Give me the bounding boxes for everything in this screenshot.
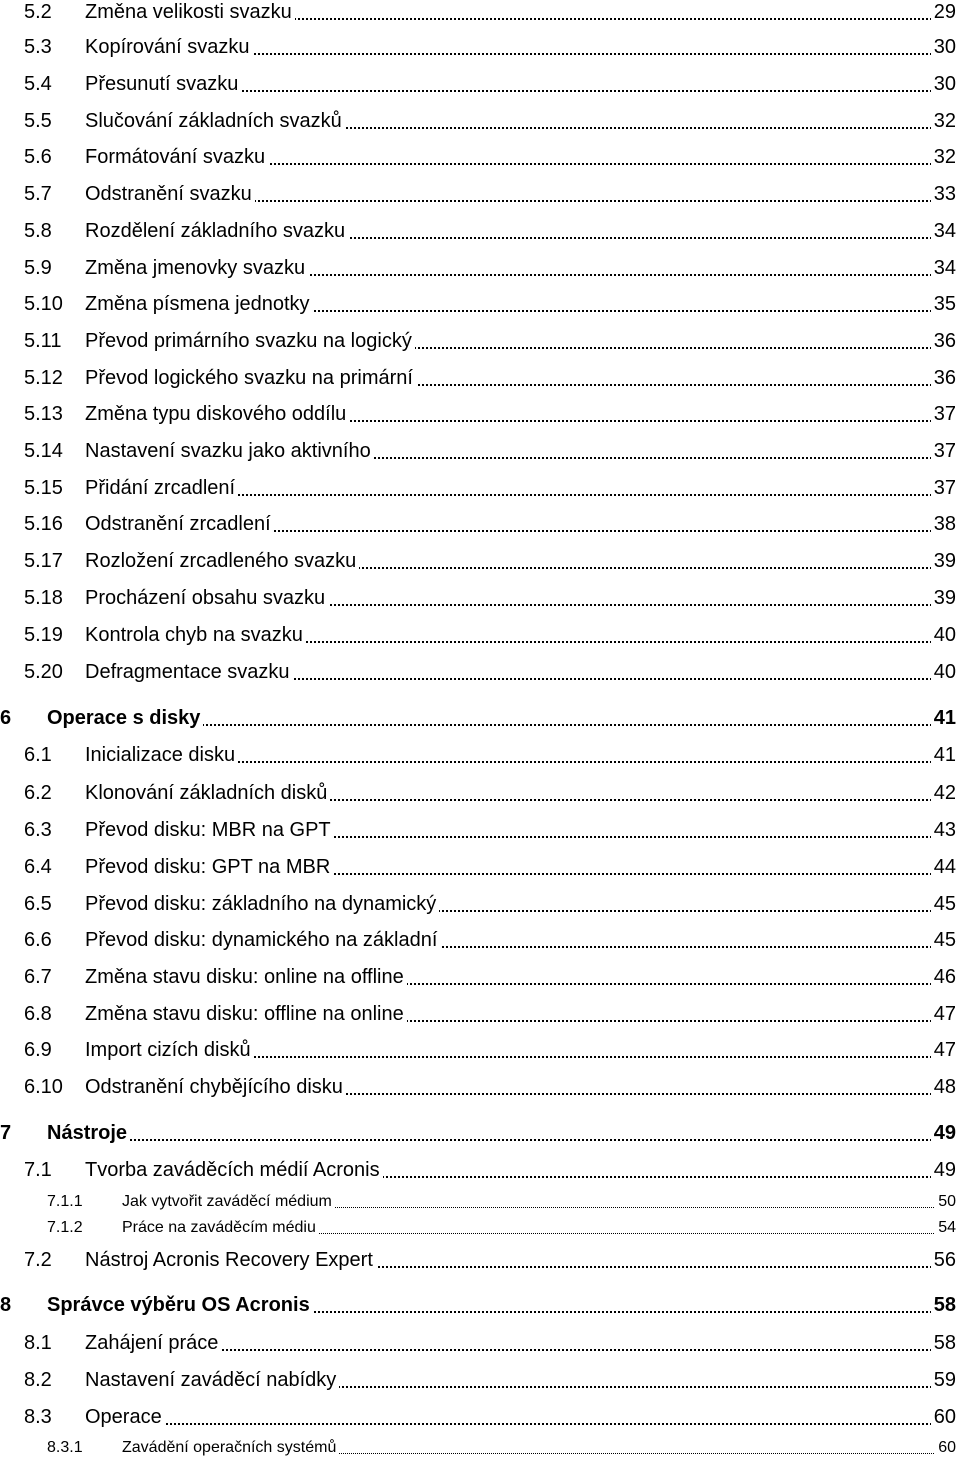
entry-number: 5.13 <box>24 403 63 425</box>
toc-entry[interactable] <box>0 436 960 466</box>
entry-page-number: 49 <box>931 1118 956 1148</box>
entry-title: Změna stavu disku: online na offline <box>85 962 407 992</box>
toc-entry[interactable] <box>0 253 960 283</box>
entry-number: 5.3 <box>24 36 52 58</box>
entry-title: Operace s disky <box>47 703 203 733</box>
entry-number: 6.8 <box>24 1003 52 1025</box>
entry-page-number: 47 <box>931 999 956 1029</box>
entry-number: 8 <box>0 1294 12 1316</box>
toc-entry[interactable] <box>0 1214 960 1242</box>
entry-number: 5.15 <box>24 477 63 499</box>
entry-page-number: 38 <box>931 509 956 539</box>
entry-title: Změna velikosti svazku <box>85 0 295 27</box>
entry-number: 6.2 <box>24 782 52 804</box>
entry-page-number: 47 <box>931 1035 956 1065</box>
toc-entry[interactable] <box>0 620 960 650</box>
entry-number: 5.11 <box>24 330 62 352</box>
entry-page-number: 32 <box>931 106 956 136</box>
toc-entry[interactable] <box>0 1402 960 1432</box>
entry-number: 6.5 <box>24 893 52 915</box>
entry-page-number: 42 <box>931 778 956 808</box>
toc-entry[interactable] <box>0 1365 960 1395</box>
entry-page-number: 30 <box>931 69 956 99</box>
entry-page-number: 48 <box>931 1072 956 1102</box>
entry-number: 8.2 <box>24 1369 52 1391</box>
entry-page-number: 43 <box>931 815 956 845</box>
entry-number: 5.18 <box>24 587 63 609</box>
toc-entry[interactable] <box>0 216 960 246</box>
toc-entry[interactable] <box>0 1245 960 1275</box>
toc-entry[interactable] <box>0 1072 960 1102</box>
entry-page-number: 59 <box>931 1365 956 1395</box>
entry-title: Operace <box>85 1402 165 1432</box>
entry-number: 6.7 <box>24 966 52 988</box>
entry-title: Procházení obsahu svazku <box>85 583 328 613</box>
entry-title: Správce výběru OS Acronis <box>47 1290 313 1320</box>
entry-page-number: 56 <box>931 1245 956 1275</box>
entry-page-number: 35 <box>931 289 956 319</box>
entry-number: 5.16 <box>24 513 63 535</box>
entry-page-number: 32 <box>931 142 956 172</box>
entry-title: Kontrola chyb na svazku <box>85 620 306 650</box>
entry-page-number: 58 <box>931 1290 956 1320</box>
entry-page-number: 33 <box>931 179 956 209</box>
toc-entry[interactable] <box>0 703 960 733</box>
entry-number: 8.1 <box>24 1332 52 1354</box>
toc-entry[interactable] <box>0 289 960 319</box>
entry-number: 5.5 <box>24 110 52 132</box>
entry-page-number: 41 <box>931 703 956 733</box>
entry-number: 5.7 <box>24 183 52 205</box>
entry-page-number: 36 <box>931 363 956 393</box>
entry-page-number: 60 <box>935 1434 956 1462</box>
toc-entry[interactable] <box>0 546 960 576</box>
toc-entry[interactable] <box>0 142 960 172</box>
entry-number: 7.1.1 <box>47 1193 83 1210</box>
entry-title: Změna jmenovky svazku <box>85 253 308 283</box>
entry-title: Nastavení zaváděcí nabídky <box>85 1365 339 1395</box>
entry-number: 5.4 <box>24 73 52 95</box>
entry-title: Zavádění operačních systémů <box>122 1434 339 1462</box>
entry-page-number: 45 <box>931 889 956 919</box>
entry-number: 5.20 <box>24 661 63 683</box>
entry-page-number: 30 <box>931 32 956 62</box>
entry-number: 6.6 <box>24 929 52 951</box>
entry-page-number: 46 <box>931 962 956 992</box>
toc-entry[interactable] <box>0 925 960 955</box>
entry-number: 6 <box>0 707 12 729</box>
entry-number: 6.3 <box>24 819 52 841</box>
entry-title: Odstranění svazku <box>85 179 255 209</box>
toc-entry[interactable] <box>0 363 960 393</box>
entry-title: Převod logického svazku na primární <box>85 363 416 393</box>
entry-number: 6.4 <box>24 856 52 878</box>
entry-page-number: 49 <box>931 1155 956 1185</box>
entry-number: 5.2 <box>24 1 52 23</box>
entry-title: Práce na zaváděcím médiu <box>122 1214 319 1242</box>
entry-title: Převod disku: základního na dynamický <box>85 889 439 919</box>
entry-title: Rozdělení základního svazku <box>85 216 348 246</box>
toc-entry[interactable] <box>0 326 960 356</box>
entry-page-number: 60 <box>931 1402 956 1432</box>
toc-entry[interactable] <box>0 1118 960 1148</box>
entry-page-number: 58 <box>931 1328 956 1358</box>
entry-title: Přesunutí svazku <box>85 69 241 99</box>
entry-title: Defragmentace svazku <box>85 657 293 687</box>
toc-entry[interactable] <box>0 583 960 613</box>
entry-number: 6.1 <box>24 744 52 766</box>
entry-number: 5.8 <box>24 220 52 242</box>
entry-page-number: 34 <box>931 253 956 283</box>
toc-entry[interactable] <box>0 32 960 62</box>
entry-page-number: 39 <box>931 546 956 576</box>
toc-entry[interactable] <box>0 179 960 209</box>
toc-entry[interactable] <box>0 1290 960 1320</box>
toc-entry[interactable] <box>0 1328 960 1358</box>
entry-page-number: 50 <box>935 1188 956 1216</box>
entry-number: 7 <box>0 1122 12 1144</box>
entry-page-number: 34 <box>931 216 956 246</box>
entry-title: Převod disku: dynamického na základní <box>85 925 440 955</box>
toc-entry[interactable] <box>0 657 960 687</box>
entry-title: Zahájení práce <box>85 1328 221 1358</box>
entry-number: 5.14 <box>24 440 63 462</box>
entry-title: Nastavení svazku jako aktivního <box>85 436 374 466</box>
entry-number: 5.19 <box>24 624 63 646</box>
dot-leader <box>85 1423 956 1425</box>
toc-entry[interactable] <box>0 1155 960 1185</box>
toc-entry[interactable] <box>0 852 960 882</box>
toc-entry[interactable] <box>0 778 960 808</box>
toc-entry[interactable] <box>0 1188 960 1216</box>
entry-number: 5.17 <box>24 550 63 572</box>
entry-number: 5.9 <box>24 257 52 279</box>
entry-title: Nástroje <box>47 1118 130 1148</box>
entry-title: Změna typu diskového oddílu <box>85 399 349 429</box>
entry-page-number: 37 <box>931 473 956 503</box>
entry-title: Odstranění chybějícího disku <box>85 1072 346 1102</box>
toc-entry[interactable] <box>0 740 960 770</box>
entry-title: Převod primárního svazku na logický <box>85 326 415 356</box>
entry-number: 6.9 <box>24 1039 52 1061</box>
entry-page-number: 44 <box>931 852 956 882</box>
entry-title: Import cizích disků <box>85 1035 254 1065</box>
entry-number: 7.1 <box>24 1159 52 1181</box>
entry-title: Odstranění zrcadlení <box>85 509 274 539</box>
entry-page-number: 45 <box>931 925 956 955</box>
entry-title: Změna stavu disku: offline na online <box>85 999 407 1029</box>
entry-number: 6.10 <box>24 1076 63 1098</box>
entry-title: Klonování základních disků <box>85 778 330 808</box>
toc-entry[interactable] <box>0 815 960 845</box>
entry-title: Formátování svazku <box>85 142 268 172</box>
entry-number: 5.10 <box>24 293 63 315</box>
entry-title: Přidání zrcadlení <box>85 473 238 503</box>
entry-title: Tvorba zaváděcích médií Acronis <box>85 1155 383 1185</box>
entry-title: Kopírování svazku <box>85 32 253 62</box>
entry-page-number: 39 <box>931 583 956 613</box>
entry-page-number: 37 <box>931 399 956 429</box>
entry-page-number: 40 <box>931 620 956 650</box>
entry-title: Převod disku: GPT na MBR <box>85 852 333 882</box>
entry-number: 8.3.1 <box>47 1439 83 1456</box>
entry-title: Převod disku: MBR na GPT <box>85 815 334 845</box>
entry-page-number: 41 <box>931 740 956 770</box>
toc-entry[interactable] <box>0 399 960 429</box>
entry-title: Jak vytvořit zaváděcí médium <box>122 1188 335 1216</box>
entry-page-number: 54 <box>935 1214 956 1242</box>
entry-title: Změna písmena jednotky <box>85 289 313 319</box>
toc-entry[interactable] <box>0 509 960 539</box>
entry-number: 7.2 <box>24 1249 52 1271</box>
entry-number: 8.3 <box>24 1406 52 1428</box>
entry-number: 5.12 <box>24 367 63 389</box>
toc-entry[interactable] <box>0 962 960 992</box>
toc-entry[interactable] <box>0 106 960 136</box>
entry-page-number: 29 <box>931 0 956 27</box>
toc-entry[interactable] <box>0 473 960 503</box>
entry-page-number: 37 <box>931 436 956 466</box>
dot-leader <box>47 1139 956 1141</box>
toc-entry[interactable] <box>0 999 960 1029</box>
toc-entry[interactable] <box>0 0 960 27</box>
toc-entry[interactable] <box>0 1035 960 1065</box>
entry-page-number: 40 <box>931 657 956 687</box>
entry-title: Rozložení zrcadleného svazku <box>85 546 359 576</box>
entry-number: 5.6 <box>24 146 52 168</box>
entry-number: 7.1.2 <box>47 1219 83 1236</box>
toc-entry[interactable] <box>0 889 960 919</box>
entry-title: Nástroj Acronis Recovery Expert <box>85 1245 376 1275</box>
entry-title: Inicializace disku <box>85 740 238 770</box>
entry-page-number: 36 <box>931 326 956 356</box>
toc-entry[interactable] <box>0 69 960 99</box>
entry-title: Slučování základních svazků <box>85 106 345 136</box>
toc-entry[interactable] <box>0 1434 960 1462</box>
